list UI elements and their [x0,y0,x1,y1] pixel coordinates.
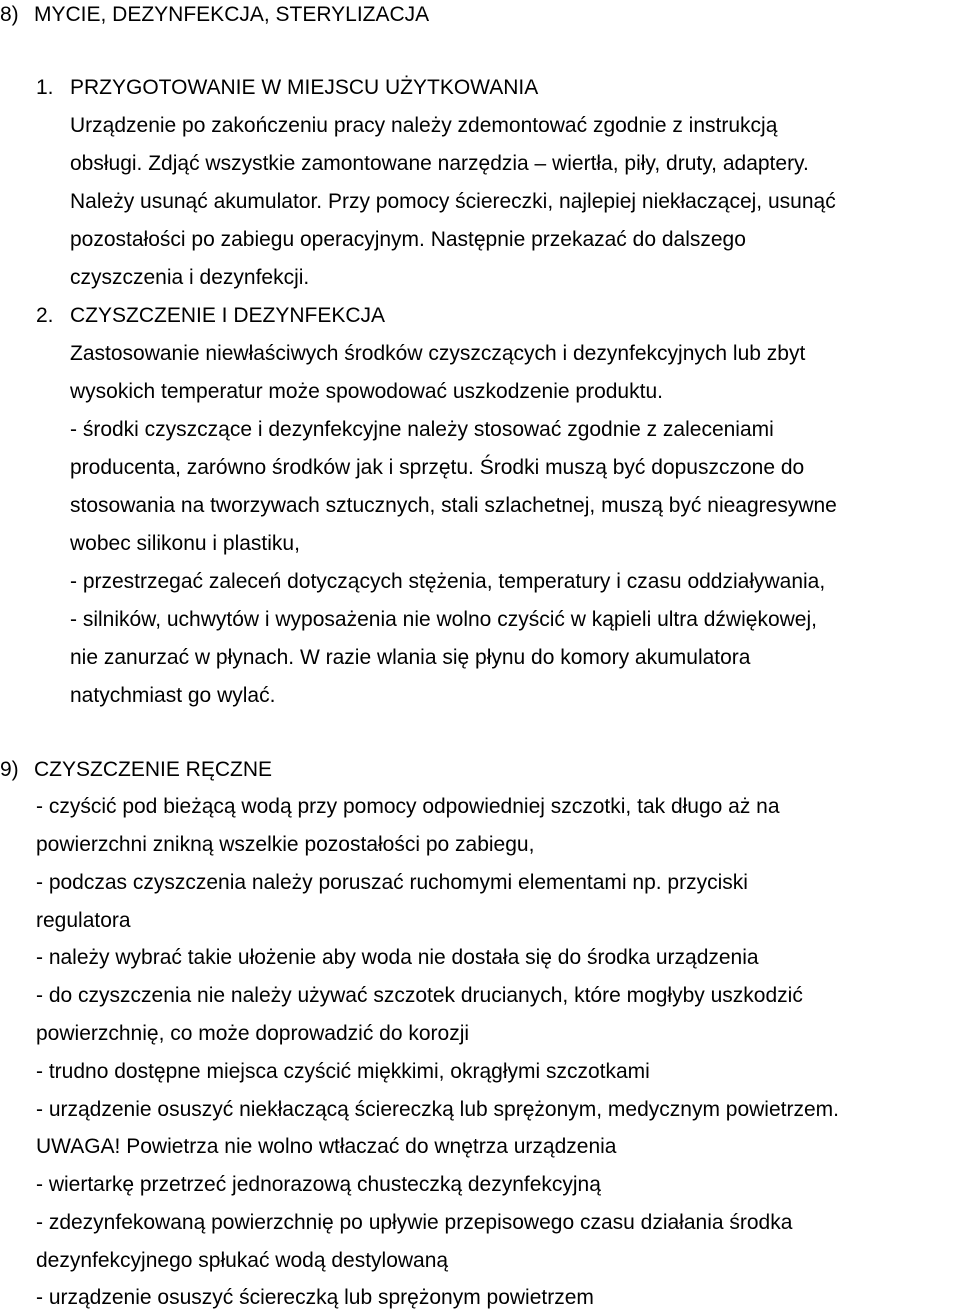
section-9-line: - czyścić pod bieżącą wodą przy pomocy odpowiedniej szczotki, tak długo aż na [36,795,780,818]
item-1-title: PRZYGOTOWANIE W MIEJSCU UŻYTKOWANIA [70,76,539,99]
item-2-line: - środki czyszczące i dezynfekcyjne należy stosować zgodnie z zaleceniami [70,418,774,441]
section-8-number: 8) [0,3,19,26]
section-9-line: - należy wybrać takie ułożenie aby woda nie dostała się do środka urządzenia [36,946,759,969]
section-9-line: - wiertarkę przetrzeć jednorazową chusteczką dezynfekcyjną [36,1173,601,1196]
item-2-line: wysokich temperatur może spowodować uszkodzenie produktu. [70,380,663,403]
section-9-line: powierzchnię, co może doprowadzić do korozji [36,1022,470,1045]
section-9-line: - zdezynfekowaną powierzchnię po upływie przepisowego czasu działania środka [36,1211,793,1234]
section-9-line: - urządzenie osuszyć ściereczką lub sprężonym powietrzem [36,1286,594,1309]
section-9-line: dezynfekcyjnego spłukać wodą destylowaną [36,1249,449,1272]
section-9-heading [0,755,272,785]
item-1-number: 1. [36,76,54,99]
item-2-number: 2. [36,304,54,327]
item-2-line: nie zanurzać w płynach. W razie wlania się płynu do komory akumulatora [70,646,751,669]
item-1-line: czyszczenia i dezynfekcji. [70,266,310,289]
item-1-line: pozostałości po zabiegu operacyjnym. Następnie przekazać do dalszego [70,228,746,251]
section-9-line: UWAGA! Powietrza nie wolno wtłaczać do wnętrza urządzenia [36,1135,617,1158]
item-1-line: Urządzenie po zakończeniu pracy należy zdemontować zgodnie z instrukcją [70,114,778,137]
item-2-line: - silników, uchwytów i wyposażenia nie wolno czyścić w kąpieli ultra dźwiękowej, [70,608,817,631]
item-2-title: CZYSZCZENIE I DEZYNFEKCJA [70,304,386,327]
section-9-line: powierzchni znikną wszelkie pozostałości po zabiegu, [36,833,535,856]
section-8-title: MYCIE, DEZYNFEKCJA, STERYLIZACJA [34,3,430,26]
item-1-line: obsługi. Zdjąć wszystkie zamontowane narzędzia – wiertła, piły, druty, adaptery. [70,152,809,175]
section-9-line: - podczas czyszczenia należy poruszać ruchomymi elementami np. przyciski [36,871,748,894]
section-9-line: - trudno dostępne miejsca czyścić miękkimi, okrągłymi szczotkami [36,1060,650,1083]
item-2-line: natychmiast go wylać. [70,684,276,707]
item-2-line: Zastosowanie niewłaściwych środków czyszczących i dezynfekcyjnych lub zbyt [70,342,806,365]
section-9-line: - urządzenie osuszyć niekłaczącą ściereczką lub sprężonym, medycznym powietrzem. [36,1098,839,1121]
section-9-line: regulatora [36,909,131,932]
item-2-line: stosowania na tworzywach sztucznych, stali szlachetnej, muszą być nieagresywne [70,494,837,517]
item-2-heading [36,301,385,331]
item-2-line: wobec silikonu i plastiku, [70,532,300,555]
section-9-line: - do czyszczenia nie należy używać szczotek drucianych, które mogłyby uszkodzić [36,984,803,1007]
item-2-line: - przestrzegać zaleceń dotyczących stężenia, temperatury i czasu oddziaływania, [70,570,826,593]
section-8-heading [0,0,429,30]
section-9-number: 9) [0,758,19,781]
item-2-line: producenta, zarówno środków jak i sprzętu. Środki muszą być dopuszczone do [70,456,805,479]
item-1-line: Należy usunąć akumulator. Przy pomocy ściereczki, najlepiej niekłaczącej, usunąć [70,190,836,213]
item-1-heading [36,73,538,103]
section-9-title: CZYSZCZENIE RĘCZNE [34,758,273,781]
